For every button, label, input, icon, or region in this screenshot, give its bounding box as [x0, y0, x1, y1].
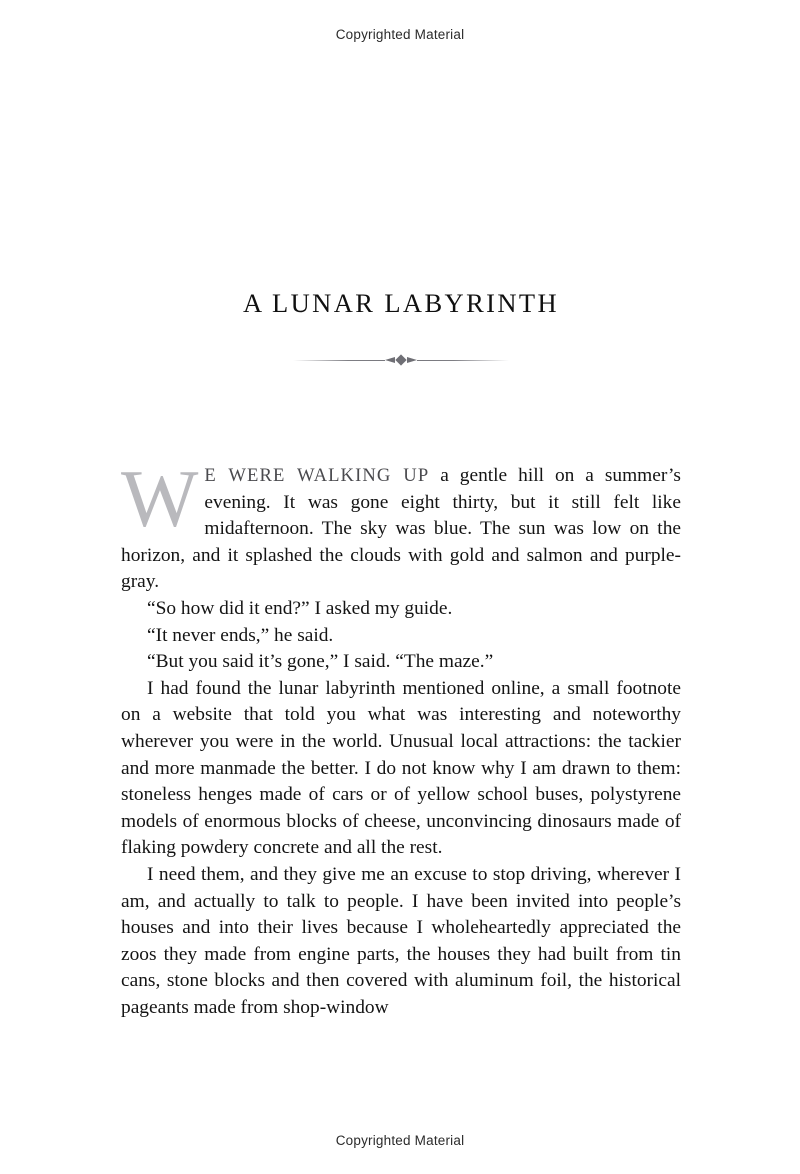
paragraph: “So how did it end?” I asked my guide.: [147, 597, 453, 619]
paragraph-opening: [121, 453, 681, 596]
paragraph-text: a gentle hill on a summer’s evening. It was gone eight thirty, but it still felt like midafternoon. The sky was blue. The sun was low on the horizon, and it splashed the clouds with gold and salmon and purple-gray.: [121, 465, 681, 593]
paragraph: I had found the lunar labyrinth mentioned online, a small footnote on a website that told you what was interesting and noteworthy wherever you were in the world. Unusual local attractions: the tackier and more manmade the better. I do not know why I am drawn to them: stoneless henges made of cars or of yellow school buses, polystyrene models of enormous blocks of cheese, unconvincing dinosaurs made of flaking powdery concrete and all the rest.: [121, 677, 681, 859]
chapter-title: A LUNAR LABYRINTH: [242, 288, 560, 318]
ornament-rule-left: [293, 360, 385, 361]
paragraph: I need them, and they give me an excuse to stop driving, wherever I am, and actually to talk to people. I have been invited into people’s houses and into their lives because I wholeheartedly appreciated the zoos they made from engine parts, the houses they had built from tin cans, stone blocks and then covered with aluminum foil, the historical pageants made from shop-window: [121, 863, 681, 1018]
copyright-watermark-bottom: Copyrighted Material: [335, 1133, 465, 1148]
ornament-arrow-left-icon: [385, 357, 395, 363]
paragraph: “But you said it’s gone,” I said. “The maze.”: [147, 651, 494, 673]
page-content: [121, 0, 681, 1021]
section-ornament-icon: [293, 353, 509, 367]
copyright-watermark-top: Copyrighted Material: [335, 27, 465, 42]
paragraph: “It never ends,” he said.: [147, 624, 334, 646]
ornament-diamond-icon: [395, 354, 406, 365]
opening-small-caps: E WERE WALKING UP: [204, 465, 430, 486]
ornament-arrow-right-icon: [407, 357, 417, 363]
drop-cap: W: [121, 453, 199, 544]
chapter-body: [121, 453, 681, 1021]
ornament-rule-right: [417, 360, 509, 361]
